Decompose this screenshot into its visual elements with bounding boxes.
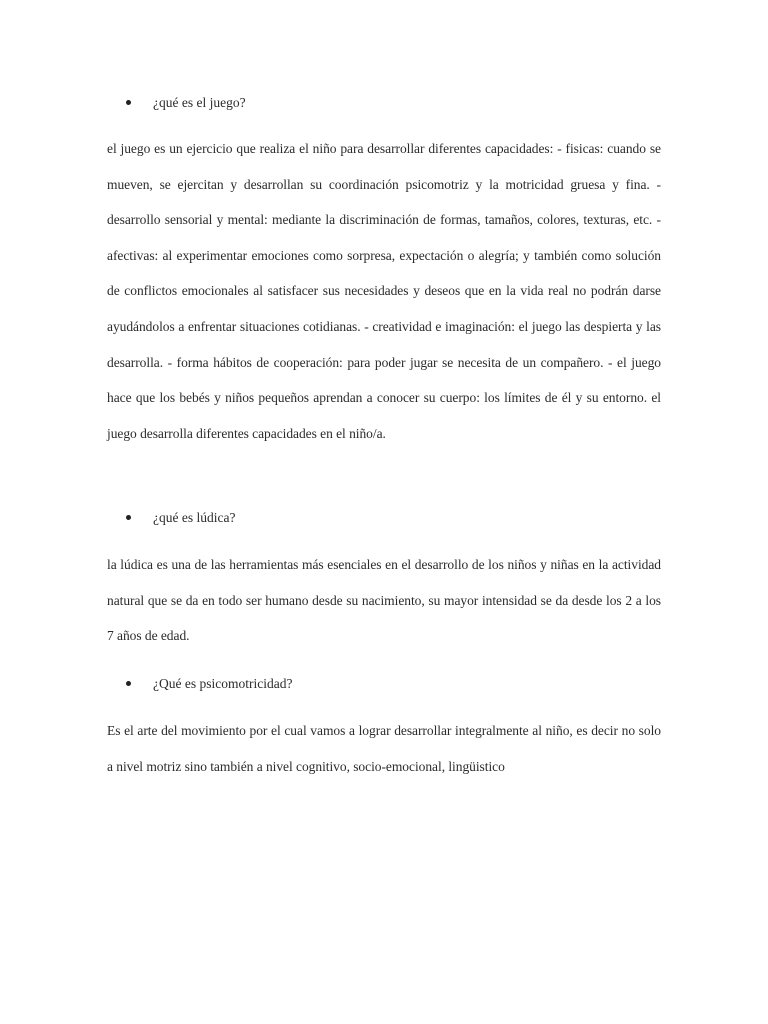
bullet-icon <box>126 100 131 105</box>
section-heading: ¿qué es lúdica? <box>153 510 236 525</box>
section-paragraph: la lúdica es una de las herramientas más esenciales en el desarrollo de los niños y niñas en la actividad natural que se da en todo ser humano desde su nacimiento, su mayor intensidad se da desde los 2 a los 7 años de edad. <box>107 557 661 644</box>
bullet-icon <box>126 681 131 686</box>
bullet-icon <box>126 515 131 520</box>
section-heading: ¿Qué es psicomotricidad? <box>153 676 293 691</box>
section-paragraph: Es el arte del movimiento por el cual vamos a lograr desarrollar integralmente al niño, es decir no solo a nivel motriz sino también a nivel cognitivo, socio-emocional, lingüistico <box>107 723 661 774</box>
section-paragraph: el juego es un ejercicio que realiza el niño para desarrollar diferentes capacidades: - fisicas: cuando se mueven, se ejercitan y desarrollan su coordinación psicomotriz y la motricidad gruesa y fina. - desarrollo sensorial y mental: mediante la discriminación de formas, tamaños, colores, texturas, etc. - afectivas: al experimentar emociones como sorpresa, expectación o alegría; y también como solución de conflictos emocionales al satisfacer sus necesidades y deseos que en la vida real no podrán darse ayudándolos a enfrentar situaciones cotidianas. - creatividad e imaginación: el juego las despierta y las desarrolla. - forma hábitos de cooperación: para poder jugar se necesita de un compañero. - el juego hace que los bebés y niños pequeños aprendan a conocer su cuerpo: los límites de él y su entorno. el juego desarrolla diferentes capacidades en el niño/a. <box>107 141 661 441</box>
section-heading: ¿qué es el juego? <box>153 95 246 110</box>
